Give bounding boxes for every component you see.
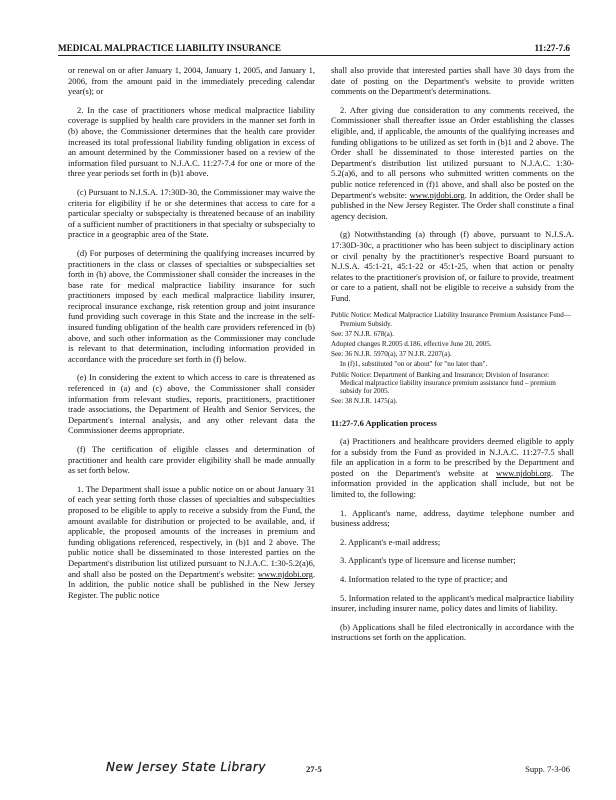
list-item: 3. Applicant's type of licensure and license number; <box>340 555 516 566</box>
website-link[interactable]: www.njdobi.org <box>496 467 552 478</box>
left-para-4: (d) For purposes of determining the qualifying increases incurred by practitioners in the class or classes of specialties or subspecialties set forth in (b) above, the Commissioner shall consider the increases in the base rate for medical malpractice liability insurance for such practitioners imposed by each medical malpractice liability insurer, reciprocal insurance exchange, risk retention group and joint insurance fund providing such coverage in this State and the increase in the self-insured funding obligation of the health care providers referenced in (b) above, and such other information as the Commissioner may conclude is relevant to that determination, including information provided in accordance with the procedure set forth in (f) below. <box>68 247 315 364</box>
right-para-1: shall also provide that interested parties shall have 30 days from the date of posting on the Department's website to provide written comments on the Department's determinations. <box>331 65 574 97</box>
section-para-a <box>331 436 574 500</box>
note-6: Public Notice: Department of Banking and Insurance; Division of Insurance: Medical malpractice liability insurance premium assistance fund – premium subsidy for 2005. <box>331 370 556 396</box>
left-column <box>68 65 315 608</box>
section-para-a-text: (a) Practitioners and healthcare providers deemed eligible to apply for a subsidy from the Fund as provided in N.J.A.C. 11:27-7.5 shall file an application in a form to be prescribed by the Department and posted on the Department's website at <box>331 436 574 478</box>
section-title: 11:27-7.6 Application process <box>331 417 437 428</box>
page-number: 27-5 <box>306 764 322 774</box>
header-section: 11:27-7.6 <box>534 43 570 53</box>
left-para-6: (f) The certification of eligible classes and determination of practitioner and health care provider eligibility shall be made annually as set forth below. <box>68 444 315 476</box>
left-para-7 <box>68 484 315 601</box>
left-para-3: (c) Pursuant to N.J.S.A. 17:30D-30, the Commissioner may waive the criteria for eligibility if he or she determines that access to care for a particular specialty or subspecialty is threatened because of an inability of a sufficient number of practitioners in that specialty or subspecialty to practice in a geographic area of the State. <box>68 186 315 240</box>
list-item: 2. Applicant's e-mail address; <box>340 536 441 547</box>
website-link[interactable]: www.njdobi.org <box>257 568 313 579</box>
right-para-2-text: 2. After giving due consideration to any comments received, the Commissioner shall thereafter issue an Order establishing the classes eligible, and, if applicable, the amounts of the qualifying increases and funding obligations to be utilized as set forth in (b)1 and 2 above. The Order shall be disseminated to those interested parties on the Department's distribution list utilized pursuant to N.J.A.C. 1:30-5.2(a)6, and to all persons who submitted written comments on the public notice referenced in (f)1 above, and shall also be posted on the Department's website: <box>331 104 574 200</box>
left-para-2: 2. In the case of practitioners whose medical malpractice liability coverage is supplied by health care providers in the manner set forth in (b) above, the Commissioner determines that the health care provider increased its total professional liability funding obligation in excess of an amount determined by the Commissioner based on a review of the information filed pursuant to N.J.A.C. 11:27-7.4 for one or more of the three year periods set forth in (b)1 above. <box>68 104 315 179</box>
note-1: Public Notice: Medical Malpractice Liability Insurance Premium Assistance Fund—Premium Subsidy. <box>331 311 571 328</box>
header-title: MEDICAL MALPRACTICE LIABILITY INSURANCE <box>58 43 281 53</box>
right-para-2-end: . In addition, the Order shall be published in the New Jersey Register. The Order shall constitute a final agency decision. <box>331 189 574 221</box>
right-para-2 <box>331 105 574 222</box>
left-para-1: or renewal on or after January 1, 2004, January 1, 2005, and January 1, 2006, from the amount paid in the immediately preceding calendar year(s); or <box>68 65 315 97</box>
list-item: 5. Information related to the applicant's medical malpractice liability insurer, including insurer name, policy dates and limits of liability. <box>331 592 574 614</box>
section-para-b: (b) Applications shall be filed electronically in accordance with the instructions set forth on the application. <box>331 621 574 643</box>
note-2: See: 37 N.J.R. 678(a). <box>331 329 394 338</box>
note-5: In (f)1, substituted "on or about" for "no later than". <box>340 360 488 369</box>
note-4: See: 36 N.J.R. 5970(a), 37 N.J.R. 2207(a). <box>331 350 452 359</box>
left-para-7-text: 1. The Department shall issue a public notice on or about January 31 of each year setting forth those classes of specialties and subspecialties proposed to be eligible to apply to receive a subsidy from the Fund, the amount available for distribution or projected to be available, and, if applicable, the proposed amounts of the increases in premium and funding obligations referenced, respectively, in (b)1 and 2 above. The public notice shall be disseminated to those interested parties on the Department's distribution list utilized pursuant to N.J.A.C. 1:30-5.2(a)6, and shall also be posted on the Department's website: <box>68 483 315 579</box>
page-header <box>58 40 570 56</box>
supplement-date: Supp. 7-3-06 <box>525 764 570 774</box>
list-item: 1. Applicant's name, address, daytime telephone number and business address; <box>331 507 574 529</box>
right-para-3: (g) Notwithstanding (a) through (f) above, pursuant to N.J.S.A. 17:30D-30c, a practitioner who has been subject to disciplinary action or civil penalty by the practitioner's respective Board pursuant to N.J.S.A. 45:1-21, 45:1-22 or 45:1-25, when that action or penalty relates to the practitioner's provision of, or failure to provide, treatment or care to a patient, shall not be eligible to receive a subsidy from the Fund. <box>331 229 574 303</box>
left-para-5: (e) In considering the extent to which access to care is threatened as referenced in (a) and (c) above, the Commissioner shall consider information from relevant studies, reports, practitioners, practitioner trade associations, the Department of Health and Senior Services, the Department's internal analysis, and any other relevant data the Commissioner deems appropriate. <box>68 372 315 436</box>
website-link[interactable]: www.njdobi.org <box>409 189 465 200</box>
right-column <box>331 65 574 651</box>
note-7: See: 38 N.J.R. 1475(a). <box>331 397 398 406</box>
history-notes <box>331 311 574 405</box>
page-footer <box>58 760 570 780</box>
library-logo: New Jersey State Library <box>106 760 266 774</box>
list-item: 4. Information related to the type of practice; and <box>340 574 508 585</box>
left-para-7-end: . In addition, the public notice shall be published in the New Jersey Register. The public notice <box>68 568 315 600</box>
note-3: Adopted changes R.2005 d.186, effective June 20, 2005. <box>331 340 492 349</box>
section-para-a-end: . The information provided in the application shall include, but not be limited to, the following: <box>331 467 575 500</box>
